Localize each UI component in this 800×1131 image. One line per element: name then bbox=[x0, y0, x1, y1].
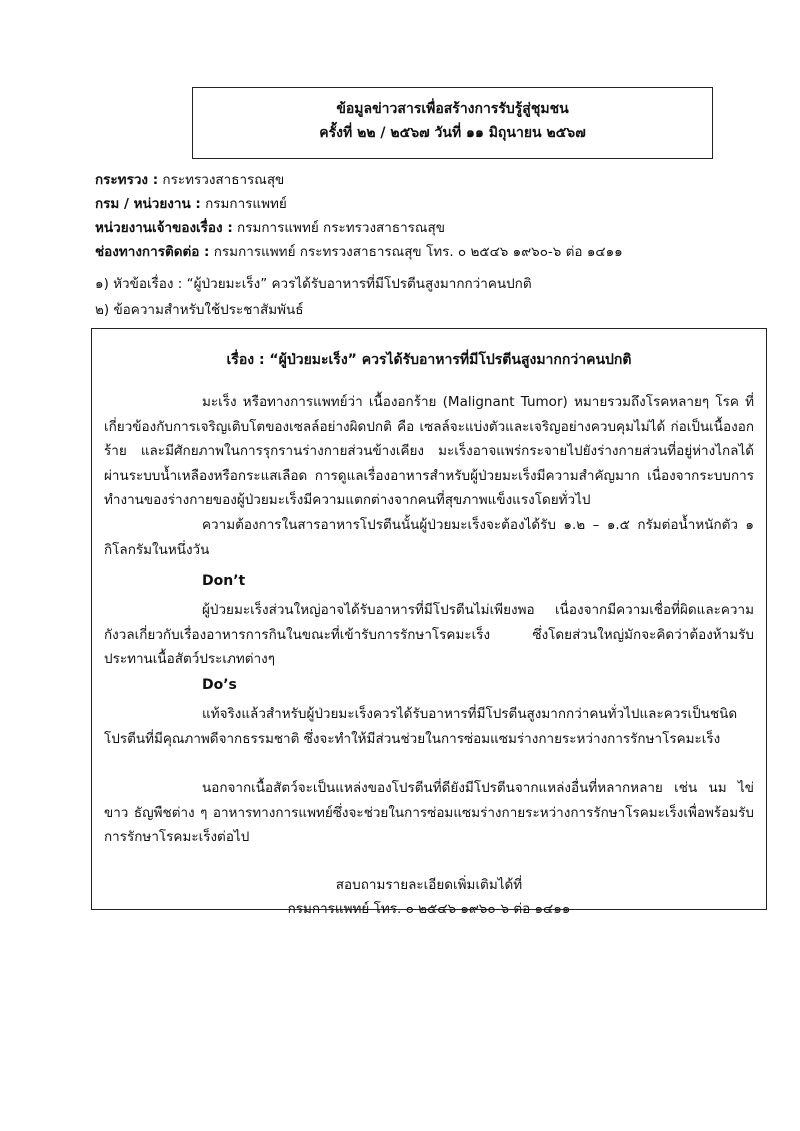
topic-item-1: ๑) หัวข้อเรื่อง : “ผู้ป่วยมะเร็ง” ควรได้รับอาหารที่มีโปรตีนสูงมากกว่าคนปกติ bbox=[95, 276, 532, 292]
paragraph-cancer-definition bbox=[104, 390, 754, 513]
meta-department-label: กรม / หน่วยงาน : bbox=[95, 196, 201, 212]
paragraph-other-sources bbox=[104, 776, 754, 850]
meta-contact bbox=[95, 240, 735, 264]
meta-owner-label: หน่วยงานเจ้าของเรื่อง : bbox=[95, 220, 233, 236]
paragraph-protein-requirement-text: ความต้องการในสารอาหารโปรตีนนั้นผู้ป่วยมะเร็งจะต้องได้รับ ๑.๒ – ๑.๕ กรัมต่อน้ำหนักตัว ๑ กิโลกรัมในหนึ่งวัน bbox=[104, 517, 754, 558]
contact-footer bbox=[92, 872, 766, 898]
contact-footer-line1: สอบถามรายละเอียดเพิ่มเติมได้ที่ bbox=[335, 877, 523, 893]
paragraph-dos bbox=[104, 702, 754, 751]
paragraph-cancer-definition-text: มะเร็ง หรือทางการแพทย์ว่า เนื้องอกร้าย (Malignant Tumor) หมายรวมถึงโรคหลายๆ โรค ที่เกี่ยวข้องกับการเจริญเติบโตของเซลล์อย่างผิดปกติ คือ เซลล์จะแบ่งตัวและเจริญอย่างควบคุมไม่ได้ ก่อเป็นเนื้องอกร้าย และมีศักยภาพในการรุกรานร่างกายส่วนข้างเคียง มะเร็งอาจแพร่กระจายไปยังร่างกายส่วนที่อยู่ห่างไกลได้ ผ่านระบบน้ำเหลืองหรือกระแสเลือด การดูแลเรื่องอาหารสำหรับผู้ป่วยมะเร็งมีความสำคัญมาก เนื่องจากระบบการทำงานของร่างกายของผู้ป่วยมะเร็งมีความแตกต่างจากคนที่สุขภาพแข็งแรงโดยทั่วไป bbox=[104, 394, 754, 509]
paragraph-protein-requirement bbox=[104, 513, 754, 562]
topic-item-2: ๒) ข้อความสำหรับใช้ประชาสัมพันธ์ bbox=[95, 302, 304, 318]
paragraph-dont-text: ผู้ป่วยมะเร็งส่วนใหญ่อาจได้รับอาหารที่มีโปรตีนไม่เพียงพอ เนื่องจากมีความเชื่อที่ผิดและความกังวลเกี่ยวกับเรื่องอาหารการกินในขณะที่เข้ารับการรักษาโรคมะเร็ง ซึ่งโดยส่วนใหญ่มักจะคิดว่าต้องห้ามรับประทานเนื้อสัตว์ประเภทต่างๆ bbox=[104, 602, 754, 668]
document-meta bbox=[95, 168, 735, 264]
header-issue-date: ครั้งที่ ๒๒ / ๒๕๖๗ วันที่ ๑๑ มิถุนายน ๒๕๖๗ bbox=[319, 125, 586, 141]
dont-heading: Don’t bbox=[202, 573, 246, 589]
paragraph-other-sources-text: นอกจากเนื้อสัตว์จะเป็นแหล่งของโปรตีนที่ดียังมีโปรตีนจากแหล่งอื่นที่หลากหลาย เช่น นม ไข่ขาว ธัญพืชต่าง ๆ อาหารทางการแพทย์ซึ่งจะช่วยในการซ่อมแซมร่างกายระหว่างการรักษาโรคมะเร็งเพื่อพร้อมรับการรักษาโรคมะเร็งต่อไป bbox=[104, 780, 754, 846]
paragraph-dos-text: แท้จริงแล้วสำหรับผู้ป่วยมะเร็งควรได้รับอาหารที่มีโปรตีนสูงมากกว่าคนทั่วไปและควรเป็นชนิดโปรตีนที่มีคุณภาพดีจากธรรมชาติ ซึ่งจะทำให้มีส่วนช่วยในการซ่อมแซมร่างกายระหว่างการรักษาโรคมะเร็ง bbox=[104, 706, 738, 747]
pr-message-box bbox=[91, 328, 767, 917]
meta-ministry-value: กระทรวงสาธารณสุข bbox=[162, 172, 285, 188]
meta-department-value: กรมการแพทย์ bbox=[205, 196, 287, 212]
meta-owner-value: กรมการแพทย์ กระทรวงสาธารณสุข bbox=[237, 220, 445, 236]
meta-owner bbox=[95, 216, 735, 240]
paragraph-dont bbox=[104, 598, 754, 672]
document-header-box bbox=[192, 87, 713, 159]
meta-department bbox=[95, 192, 735, 216]
meta-contact-label: ช่องทางการติดต่อ : bbox=[95, 244, 210, 260]
topic-list bbox=[95, 271, 532, 323]
meta-contact-value: กรมการแพทย์ กระทรวงสาธารณสุข โทร. ๐ ๒๕๔๖ ๑๙๖๐-๖ ต่อ ๑๔๑๑ bbox=[213, 244, 623, 260]
meta-ministry-label: กระทรวง : bbox=[95, 172, 159, 188]
contact-footer-line2: กรมการแพทย์ โทร. ๐ ๒๕๔๖ ๑๙๖๐-๖ ต่อ ๑๔๑๑ bbox=[287, 901, 571, 917]
meta-ministry bbox=[95, 168, 735, 192]
contact-footer-phone bbox=[92, 896, 766, 922]
pr-message-title: เรื่อง : “ผู้ป่วยมะเร็ง” ควรได้รับอาหารที่มีโปรตีนสูงมากกว่าคนปกติ bbox=[226, 352, 632, 368]
dos-heading: Do’s bbox=[202, 677, 237, 693]
header-title: ข้อมูลข่าวสารเพื่อสร้างการรับรู้สู่ชุมชน bbox=[336, 101, 569, 117]
